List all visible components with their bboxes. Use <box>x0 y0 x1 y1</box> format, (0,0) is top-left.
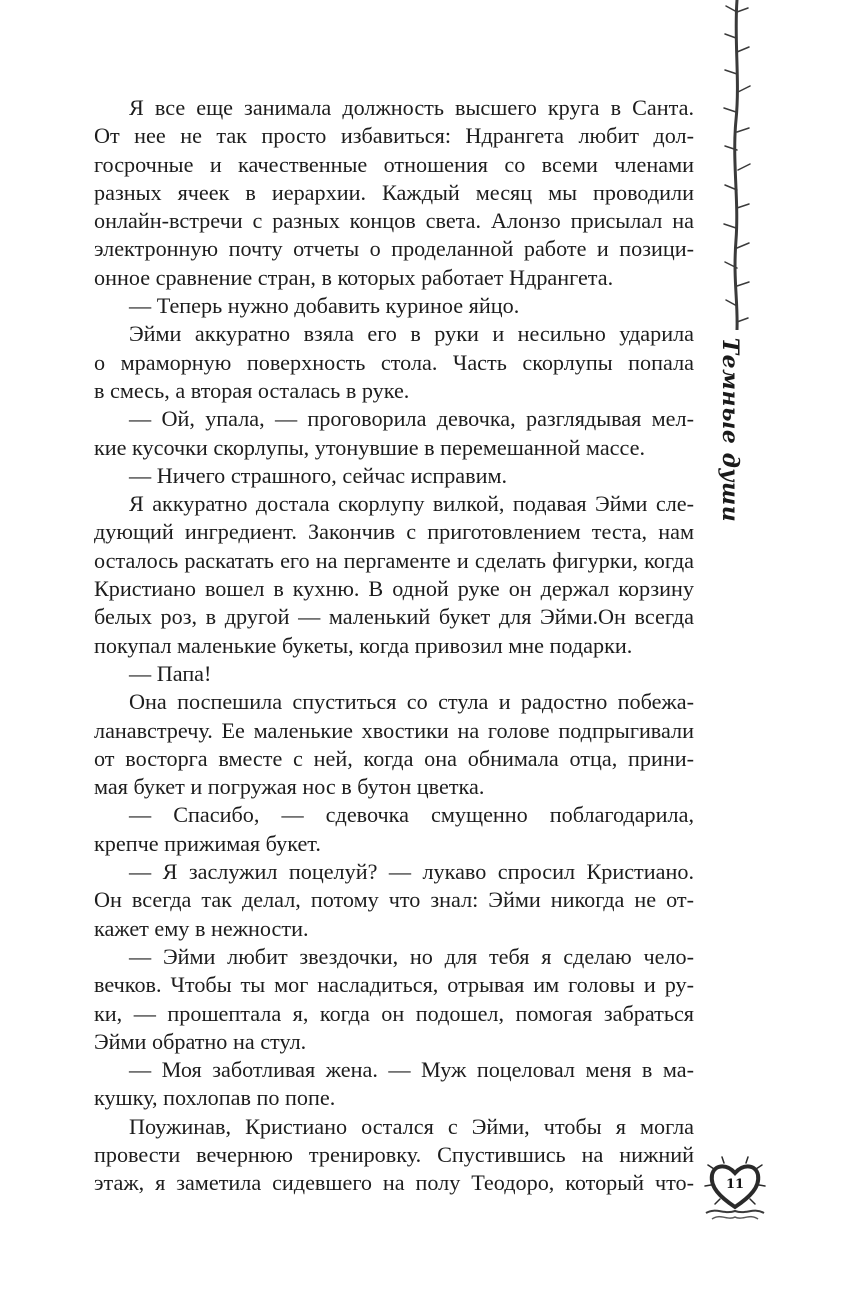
text-line: — Ой, упала, — проговорила девочка, разглядывая мел- <box>129 406 694 432</box>
text-line: ланавстречу. Ее маленькие хвостики на голове подпрыгивали <box>94 717 694 743</box>
text-line: электронную почту отчеты о проделанной работе и позици- <box>94 236 694 262</box>
text-line: Она поспешила спуститься со стула и радостно побежа- <box>129 689 694 715</box>
text-line: белых роз, в другой — маленький букет для Эйми.Он всегда <box>94 604 694 630</box>
thorn-vine-ornament <box>722 0 752 330</box>
text-line: Я аккуратно достала скорлупу вилкой, подавая Эйми сле- <box>129 491 694 517</box>
text-line: о мраморную поверхность стола. Часть скорлупы попала <box>94 349 694 375</box>
text-line: осталось раскатать его на пергаменте и сделать фигурки, когда <box>94 547 694 573</box>
text-line: от восторга вместе с ней, когда она обнимала отца, прини- <box>94 745 694 771</box>
text-line: онлайн-встречи с разных концов света. Алонзо присылал на <box>94 208 694 234</box>
body-text <box>94 94 694 1198</box>
text-line: в смесь, а вторая осталась в руке. <box>94 377 410 403</box>
page-number: 11 <box>725 1177 745 1192</box>
text-line: ки, — прошептала я, когда он подошел, помогая забраться <box>94 1000 694 1026</box>
text-line: госрочные и качественные отношения со всеми членами <box>94 151 694 177</box>
running-title <box>700 337 760 523</box>
text-line: вечков. Чтобы ты мог насладиться, отрывая им головы и ру- <box>94 972 694 998</box>
text-line: мая букет и погружая нос в бутон цветка. <box>94 774 485 800</box>
text-line: — Эйми любит звездочки, но для тебя я сделаю чело- <box>129 943 694 969</box>
text-line: Я все еще занимала должность высшего круга в Санта. <box>129 95 694 120</box>
page-number-badge <box>702 1155 768 1225</box>
text-line: Кристиано вошел в кухню. В одной руке он держал корзину <box>94 576 694 602</box>
text-line: разных ячеек в иерархии. Каждый месяц мы проводили <box>94 179 694 205</box>
text-line: крепче прижимая букет. <box>94 830 321 856</box>
text-line: кушку, похлопав по попе. <box>94 1085 336 1111</box>
text-line: Эйми аккуратно взяла его в руки и несильно ударила <box>129 321 694 347</box>
text-line: Поужинав, Кристиано остался с Эйми, чтобы я могла <box>129 1113 694 1139</box>
text-line: кие кусочки скорлупы, утонувшие в перемешанной массе. <box>94 434 646 460</box>
text-line: дующий ингредиент. Закончив с приготовлением теста, нам <box>94 519 694 545</box>
text-line: Эйми обратно на стул. <box>94 1028 307 1054</box>
text-line: — Ничего страшного, сейчас исправим. <box>129 462 508 488</box>
text-line: — Я заслужил поцелуй? — лукаво спросил Кристиано. <box>129 859 694 885</box>
text-line: — Моя заботливая жена. — Муж поцеловал меня в ма- <box>129 1057 694 1083</box>
text-line: — Спасибо, — сдевочка смущенно поблагодарила, <box>129 802 694 828</box>
text-line: От нее не так просто избавиться: Ндрангета любит дол- <box>94 123 694 149</box>
text-line: этаж, я заметила сидевшего на полу Теодоро, который что- <box>94 1170 694 1196</box>
text-line: — Теперь нужно добавить куриное яйцо. <box>129 293 520 319</box>
text-line: провести вечернюю тренировку. Спустившись на нижний <box>94 1141 694 1167</box>
text-line: — Папа! <box>129 660 212 686</box>
text-line: Он всегда так делал, потому что знал: Эйми никогда не от- <box>94 887 694 913</box>
text-line: онное сравнение стран, в которых работает Ндрангета. <box>94 264 614 290</box>
text-line: кажет ему в нежности. <box>94 915 309 941</box>
running-title-text: Темные души <box>717 337 743 523</box>
text-line: покупал маленькие букеты, когда привозил мне подарки. <box>94 632 633 658</box>
